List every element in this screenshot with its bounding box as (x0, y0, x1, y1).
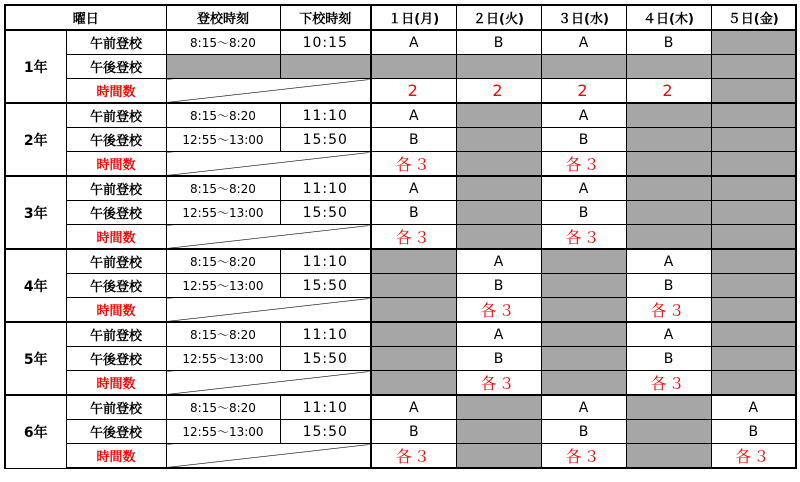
group-value: B (626, 347, 711, 371)
shaded-cell (626, 152, 711, 177)
shaded-cell (371, 274, 456, 298)
shaded-cell (456, 420, 541, 444)
diagonal-blank-cell (166, 444, 371, 469)
group-value: A (371, 103, 456, 128)
leave-time: 10:15 (280, 30, 371, 55)
header-day-2: ２日(火) (456, 5, 541, 30)
leave-time: 15:50 (280, 274, 371, 298)
shaded-cell (541, 274, 626, 298)
hours-value: 各３ (626, 298, 711, 323)
shaded-cell (711, 79, 796, 104)
table-row (5, 371, 796, 396)
table-row (5, 298, 796, 323)
period-label: 午前登校 (66, 30, 166, 55)
group-value: A (371, 395, 456, 420)
group-value: B (711, 420, 796, 444)
leave-time: 11:10 (280, 176, 371, 201)
shaded-cell (711, 298, 796, 323)
table-row (5, 420, 796, 444)
shaded-cell (456, 128, 541, 152)
hours-label: 時間数 (66, 79, 166, 104)
shaded-cell (711, 249, 796, 274)
shaded-cell (711, 322, 796, 347)
period-label: 午前登校 (66, 249, 166, 274)
grade-label: 4年 (5, 249, 66, 322)
shaded-cell (626, 55, 711, 79)
hours-value: 2 (541, 79, 626, 104)
shaded-cell (626, 420, 711, 444)
hours-value: 各３ (371, 444, 456, 469)
arrive-time: 12:55～13:00 (166, 274, 280, 298)
table-row (5, 201, 796, 225)
group-value: A (626, 322, 711, 347)
shaded-cell (371, 322, 456, 347)
shaded-cell (456, 176, 541, 201)
arrive-time: 12:55～13:00 (166, 347, 280, 371)
grade-label: 6年 (5, 395, 66, 468)
hours-value: 各３ (371, 152, 456, 177)
period-label: 午後登校 (66, 55, 166, 79)
shaded-cell (711, 103, 796, 128)
shaded-cell (456, 395, 541, 420)
header-day-1: １日(月) (371, 5, 456, 30)
header-weekday: 曜日 (5, 5, 166, 30)
leave-time: 11:10 (280, 322, 371, 347)
arrive-time: 8:15～8:20 (166, 30, 280, 55)
period-label: 午後登校 (66, 274, 166, 298)
period-label: 午前登校 (66, 176, 166, 201)
shaded-cell (371, 298, 456, 323)
group-value: B (371, 201, 456, 225)
shaded-cell (541, 298, 626, 323)
hours-value: 各３ (456, 298, 541, 323)
group-value: A (456, 249, 541, 274)
schedule-table (4, 4, 797, 469)
shaded-cell (541, 347, 626, 371)
shaded-cell (541, 322, 626, 347)
hours-value: 各３ (371, 225, 456, 250)
grade-label: 5年 (5, 322, 66, 395)
hours-value: 各３ (541, 225, 626, 250)
shaded-cell (541, 249, 626, 274)
group-value: B (371, 128, 456, 152)
shaded-cell (626, 128, 711, 152)
shaded-cell (456, 201, 541, 225)
grade-label: 3年 (5, 176, 66, 249)
group-value: B (456, 30, 541, 55)
shaded-cell (626, 103, 711, 128)
table-row (5, 322, 796, 347)
shaded-cell (711, 201, 796, 225)
arrive-time: 12:55～13:00 (166, 420, 280, 444)
table-row (5, 152, 796, 177)
table-row (5, 444, 796, 469)
hours-label: 時間数 (66, 444, 166, 469)
table-row (5, 79, 796, 104)
leave-time: 15:50 (280, 347, 371, 371)
shaded-cell (626, 225, 711, 250)
shaded-cell (711, 225, 796, 250)
period-label: 午後登校 (66, 201, 166, 225)
leave-time: 11:10 (280, 249, 371, 274)
hours-value: 各３ (541, 152, 626, 177)
hours-value: 2 (626, 79, 711, 104)
header-arrive-time: 登校時刻 (166, 5, 280, 30)
leave-time: 15:50 (280, 420, 371, 444)
arrive-time: 8:15～8:20 (166, 395, 280, 420)
hours-label: 時間数 (66, 298, 166, 323)
group-value: A (371, 30, 456, 55)
shaded-cell (711, 371, 796, 396)
header-leave-time: 下校時刻 (280, 5, 371, 30)
shaded-cell (711, 30, 796, 55)
shaded-cell (711, 55, 796, 79)
group-value: B (626, 274, 711, 298)
diagonal-blank-cell (166, 79, 371, 104)
table-row (5, 55, 796, 79)
leave-time: 15:50 (280, 201, 371, 225)
arrive-time: 8:15～8:20 (166, 176, 280, 201)
shaded-cell (711, 176, 796, 201)
shaded-cell (371, 249, 456, 274)
diagonal-blank-cell (166, 298, 371, 323)
group-value: B (541, 128, 626, 152)
group-value: A (371, 176, 456, 201)
shaded-cell (626, 444, 711, 469)
group-value: A (456, 322, 541, 347)
arrive-time: 8:15～8:20 (166, 249, 280, 274)
shaded-cell (711, 274, 796, 298)
hours-label: 時間数 (66, 371, 166, 396)
diagonal-blank-cell (166, 152, 371, 177)
schedule-body (5, 30, 796, 468)
group-value: A (541, 176, 626, 201)
hours-value: 2 (456, 79, 541, 104)
leave-time: 15:50 (280, 128, 371, 152)
hours-value: 2 (371, 79, 456, 104)
period-label: 午後登校 (66, 347, 166, 371)
shaded-cell (626, 201, 711, 225)
hours-value: 各３ (626, 371, 711, 396)
header-row (5, 5, 796, 30)
shaded-cell (626, 395, 711, 420)
shaded-cell (711, 347, 796, 371)
group-value: A (626, 249, 711, 274)
period-label: 午前登校 (66, 103, 166, 128)
table-row (5, 225, 796, 250)
shaded-cell (456, 103, 541, 128)
arrive-time: 12:55～13:00 (166, 201, 280, 225)
period-label: 午前登校 (66, 322, 166, 347)
hours-value: 各３ (456, 371, 541, 396)
group-value: A (541, 103, 626, 128)
group-value: A (711, 395, 796, 420)
table-row (5, 249, 796, 274)
shaded-cell (541, 55, 626, 79)
hours-label: 時間数 (66, 152, 166, 177)
period-label: 午後登校 (66, 128, 166, 152)
table-row (5, 128, 796, 152)
leave-time: 11:10 (280, 103, 371, 128)
period-label: 午前登校 (66, 395, 166, 420)
header-day-3: ３日(水) (541, 5, 626, 30)
shaded-cell (541, 371, 626, 396)
diagonal-blank-cell (166, 371, 371, 396)
table-row (5, 176, 796, 201)
shaded-cell (280, 55, 371, 79)
arrive-time: 8:15～8:20 (166, 322, 280, 347)
group-value: B (541, 420, 626, 444)
group-value: A (541, 395, 626, 420)
shaded-cell (711, 152, 796, 177)
group-value: B (371, 420, 456, 444)
shaded-cell (371, 371, 456, 396)
hours-label: 時間数 (66, 225, 166, 250)
group-value: B (456, 347, 541, 371)
hours-value: 各３ (711, 444, 796, 469)
header-day-5: ５日(金) (711, 5, 796, 30)
group-value: B (626, 30, 711, 55)
shaded-cell (456, 152, 541, 177)
shaded-cell (166, 55, 280, 79)
shaded-cell (371, 55, 456, 79)
shaded-cell (626, 176, 711, 201)
group-value: B (456, 274, 541, 298)
table-row (5, 274, 796, 298)
shaded-cell (456, 444, 541, 469)
table-row (5, 30, 796, 55)
header-day-4: ４日(木) (626, 5, 711, 30)
shaded-cell (711, 128, 796, 152)
table-row (5, 347, 796, 371)
group-value: B (541, 201, 626, 225)
arrive-time: 12:55～13:00 (166, 128, 280, 152)
shaded-cell (456, 225, 541, 250)
hours-value: 各３ (541, 444, 626, 469)
arrive-time: 8:15～8:20 (166, 103, 280, 128)
diagonal-blank-cell (166, 225, 371, 250)
leave-time: 11:10 (280, 395, 371, 420)
shaded-cell (371, 347, 456, 371)
period-label: 午後登校 (66, 420, 166, 444)
table-row (5, 103, 796, 128)
shaded-cell (456, 55, 541, 79)
group-value: A (541, 30, 626, 55)
grade-label: 2年 (5, 103, 66, 176)
grade-label: 1年 (5, 30, 66, 103)
table-row (5, 395, 796, 420)
